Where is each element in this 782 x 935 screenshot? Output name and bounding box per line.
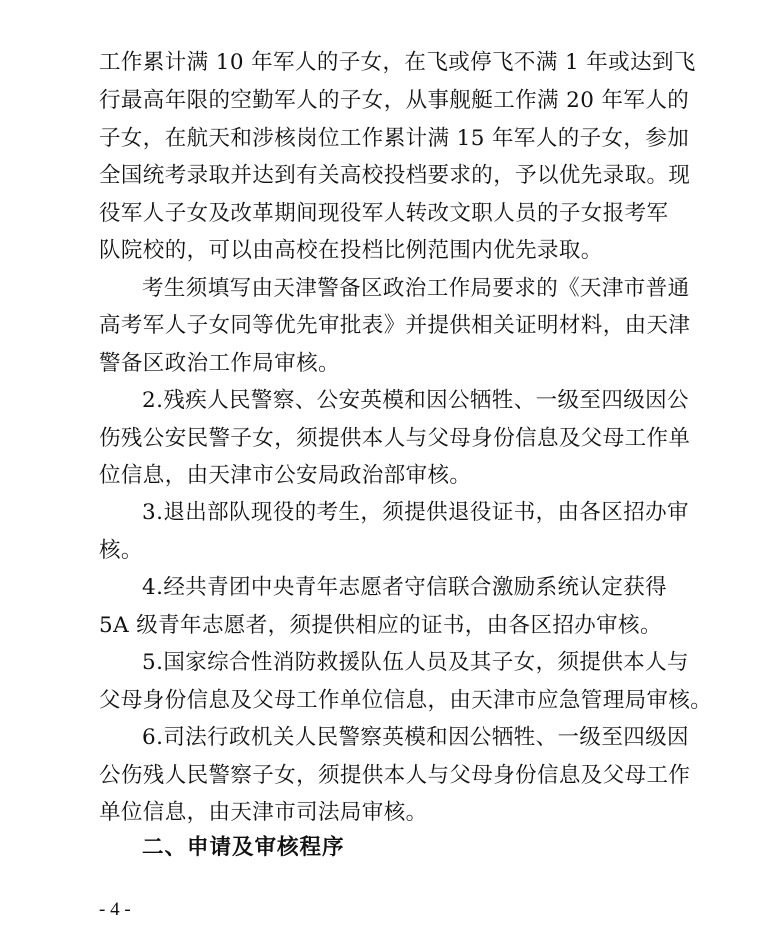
page-number: - 4 - xyxy=(99,899,131,920)
text-line: 高考军人子女同等优先审批表》并提供相关证明材料，由天津 xyxy=(99,313,691,338)
text-line: 公伤残人民警察子女，须提供本人与父母身份信息及父母工作 xyxy=(99,763,691,788)
text-line: 警备区政治工作局审核。 xyxy=(99,351,340,376)
text-line: 5.国家综合性消防救援队伍人员及其子女，须提供本人与 xyxy=(142,650,689,675)
text-line: 6.司法行政机关人民警察英模和因公牺牲、一级至四级因 xyxy=(142,725,689,750)
text-line: 全国统考录取并达到有关高校投档要求的，予以优先录取。现 xyxy=(99,163,691,188)
text-line: 役军人子女及改革期间现役军人转改文职人员的子女报考军 xyxy=(99,201,669,226)
text-line: 位信息，由天津市公安局政治部审核。 xyxy=(99,463,472,488)
text-line: 5A 级青年志愿者，须提供相应的证书，由各区招办审核。 xyxy=(99,613,662,638)
text-line: 工作累计满 10 年军人的子女，在飞或停飞不满 1 年或达到飞 xyxy=(99,50,696,75)
text-line: 3.退出部队现役的考生，须提供退役证书，由各区招办审 xyxy=(142,500,689,525)
text-line: 单位信息，由天津市司法局审核。 xyxy=(99,800,428,825)
text-line: 考生须填写由天津警备区政治工作局要求的《天津市普通 xyxy=(142,276,690,301)
section-heading: 二、申请及审核程序 xyxy=(142,835,345,860)
text-line: 行最高年限的空勤军人的子女，从事舰艇工作满 20 年军人的 xyxy=(99,88,690,113)
text-line: 队院校的，可以由高校在投档比例范围内优先录取。 xyxy=(99,238,603,263)
text-line: 伤残公安民警子女，须提供本人与父母身份信息及父母工作单 xyxy=(99,426,691,451)
text-line: 4.经共青团中央青年志愿者守信联合激励系统认定获得 xyxy=(142,575,668,600)
text-line: 2.残疾人民警察、公安英模和因公牺牲、一级至四级因公 xyxy=(142,388,689,413)
text-line: 核。 xyxy=(99,538,143,563)
text-line: 父母身份信息及父母工作单位信息，由天津市应急管理局审核。 xyxy=(99,688,713,713)
text-line: 子女，在航天和涉核岗位工作累计满 15 年军人的子女，参加 xyxy=(99,126,690,151)
